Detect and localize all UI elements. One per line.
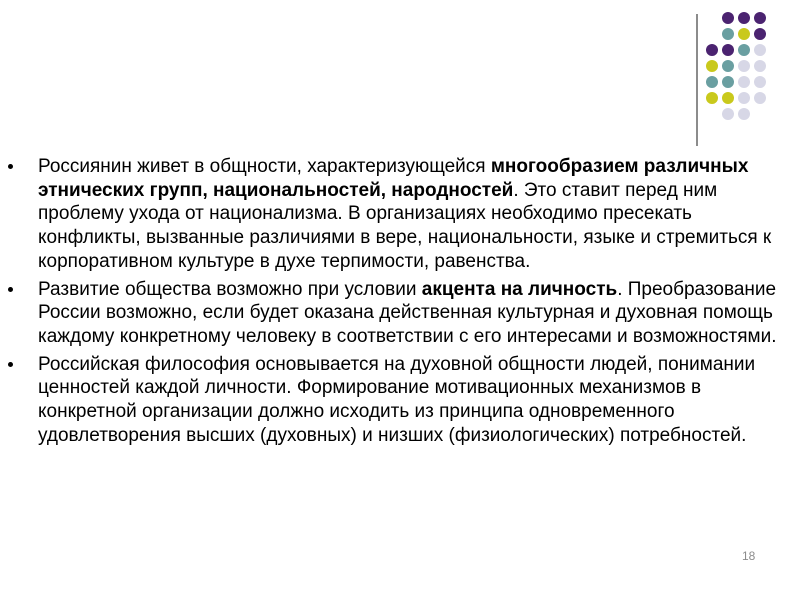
decorative-dot [754, 28, 766, 40]
bullet-text: Россиянин живет в общности, характеризующейся многообразием различных этнических групп, национальностей, народностей. Это ставит перед ним проблему ухода от национализма. В организациях необходимо пресекать конфликты, вызванные различиями в вере, национальности, языке и стремиться к корпоративном культуре в духе терпимости, равенства. [38, 156, 772, 272]
decorative-dot [722, 44, 734, 56]
bullet-item [8, 353, 792, 448]
decorative-dot [754, 44, 766, 56]
decorative-dot [754, 12, 766, 24]
decorative-dot [706, 60, 718, 72]
decorative-divider [696, 14, 698, 146]
decorative-dot [738, 108, 750, 120]
decorative-dot [722, 12, 734, 24]
decorative-dot [738, 92, 750, 104]
bullet-dot-icon [8, 287, 13, 292]
bullet-item [8, 278, 792, 349]
bullet-item [8, 155, 792, 274]
bullet-list [8, 155, 792, 451]
bullet-dot-icon [8, 164, 13, 169]
decorative-dot [722, 92, 734, 104]
decorative-dot [722, 76, 734, 88]
bullet-text: Российская философия основывается на духовной общности людей, понимании ценностей каждой личности. Формирование мотивационных механизмов в конкретной организации должно исходить из принципа одновременного удовлетворения высших (духовных) и низших (физиологических) потребностей. [38, 353, 756, 446]
decorative-dot [754, 76, 766, 88]
decorative-dot [738, 12, 750, 24]
decorative-dot [706, 44, 718, 56]
page-number: 18 [742, 549, 756, 563]
decorative-dot [722, 108, 734, 120]
decorative-dot [706, 76, 718, 88]
decorative-dot-grid [0, 0, 800, 140]
decorative-dot [706, 92, 718, 104]
decorative-dot [738, 28, 750, 40]
bullet-text: Развитие общества возможно при условии акцента на личность. Преобразование России возможно, если будет оказана действенная культурная и духовная помощь каждому конкретному человеку в соответствии с его интересами и возможностями. [38, 278, 777, 347]
bullet-dot-icon [8, 362, 13, 367]
decorative-dot [738, 76, 750, 88]
decorative-dot [738, 60, 750, 72]
decorative-dot [754, 60, 766, 72]
decorative-dot [722, 28, 734, 40]
decorative-dot [722, 60, 734, 72]
decorative-dot [738, 44, 750, 56]
decorative-dot [754, 92, 766, 104]
